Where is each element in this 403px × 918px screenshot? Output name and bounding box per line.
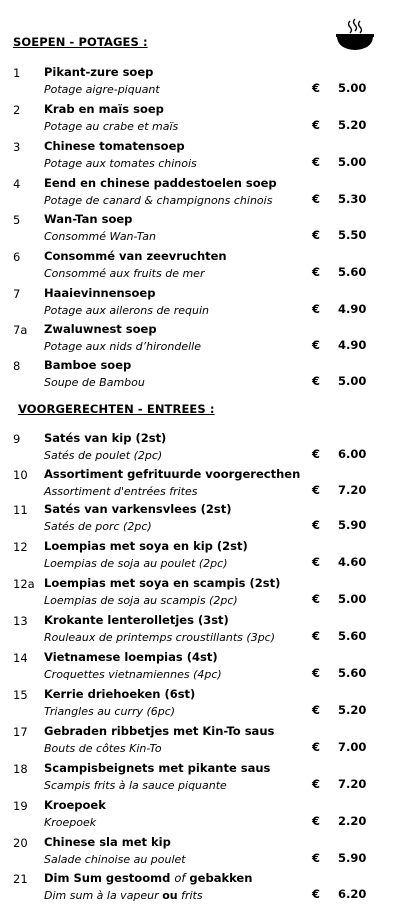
item-name-dutch: Dim Sum gestoomd of gebakken xyxy=(44,871,253,885)
menu-item xyxy=(0,175,403,209)
item-price: 5.00 xyxy=(338,155,367,169)
currency-symbol: € xyxy=(312,851,321,865)
currency-symbol: € xyxy=(312,555,321,569)
item-name-french: Bouts de côtes Kin-To xyxy=(44,742,162,755)
item-price: 4.90 xyxy=(338,302,367,316)
menu-item xyxy=(0,834,403,868)
item-number: 7a xyxy=(13,323,28,337)
item-name-dutch: Krokante lenterolletjes (3st) xyxy=(44,613,229,627)
menu-item xyxy=(0,321,403,355)
item-price: 5.60 xyxy=(338,629,367,643)
item-number: 21 xyxy=(13,872,28,886)
section-title-soups: SOEPEN - POTAGES : xyxy=(13,35,148,49)
menu-item xyxy=(0,430,403,464)
item-name-french: Potage de canard & champignons chinois xyxy=(44,194,273,207)
item-name-french: Potage aux ailerons de requin xyxy=(44,304,209,317)
menu-item xyxy=(0,538,403,572)
item-number: 20 xyxy=(13,836,28,850)
item-number: 13 xyxy=(13,614,28,628)
item-name-french: Scampis frits à la sauce piquante xyxy=(44,779,227,792)
item-name-dutch: Krab en maïs soep xyxy=(44,102,164,116)
item-number: 12 xyxy=(13,540,28,554)
menu-item xyxy=(0,870,403,904)
item-price: 2.20 xyxy=(338,814,367,828)
item-number: 6 xyxy=(13,250,21,264)
currency-symbol: € xyxy=(312,703,321,717)
currency-symbol: € xyxy=(312,374,321,388)
item-number: 11 xyxy=(13,503,28,517)
item-price: 5.20 xyxy=(338,703,367,717)
currency-symbol: € xyxy=(312,118,321,132)
item-number: 5 xyxy=(13,213,21,227)
item-name-dutch: Kerrie driehoeken (6st) xyxy=(44,687,196,701)
item-number: 4 xyxy=(13,177,21,191)
item-name-dutch: Bamboe soep xyxy=(44,358,132,372)
item-number: 19 xyxy=(13,799,28,813)
currency-symbol: € xyxy=(312,814,321,828)
item-name-french: Soupe de Bambou xyxy=(44,376,145,389)
item-price: 5.30 xyxy=(338,192,367,206)
currency-symbol: € xyxy=(312,666,321,680)
item-name-french: Kroepoek xyxy=(44,816,97,829)
currency-symbol: € xyxy=(312,228,321,242)
item-name-dutch: Zwaluwnest soep xyxy=(44,322,157,336)
currency-symbol: € xyxy=(312,740,321,754)
item-number: 8 xyxy=(13,359,21,373)
item-name-french: Consommé Wan-Tan xyxy=(44,230,156,243)
item-name-french: Assortiment d'entrées frites xyxy=(44,485,198,498)
item-name-french: Satés de poulet (2pc) xyxy=(44,449,163,462)
item-price: 6.20 xyxy=(338,887,367,901)
item-name-dutch: Eend en chinese paddestoelen soep xyxy=(44,176,277,190)
menu-item xyxy=(0,686,403,720)
item-name-french: Salade chinoise au poulet xyxy=(44,853,186,866)
menu-item xyxy=(0,649,403,683)
menu-item xyxy=(0,760,403,794)
item-price: 5.90 xyxy=(338,518,367,532)
item-price: 7.00 xyxy=(338,740,367,754)
item-name-dutch: Loempias met soya en kip (2st) xyxy=(44,539,248,553)
item-name-french: Loempias de soja au poulet (2pc) xyxy=(44,557,228,570)
currency-symbol: € xyxy=(312,338,321,352)
item-price: 5.20 xyxy=(338,118,367,132)
item-name-dutch: Haaievinnensoep xyxy=(44,286,156,300)
currency-symbol: € xyxy=(312,81,321,95)
item-name-french: Potage aigre-piquant xyxy=(44,83,160,96)
currency-symbol: € xyxy=(312,518,321,532)
item-number: 2 xyxy=(13,103,21,117)
currency-symbol: € xyxy=(312,483,321,497)
item-name-french: Consommé aux fruits de mer xyxy=(44,267,205,280)
item-name-french: Triangles au curry (6pc) xyxy=(44,705,176,718)
item-number: 7 xyxy=(13,287,21,301)
item-name-french: Dim sum à la vapeur ou frits xyxy=(44,889,203,902)
item-name-dutch: Chinese sla met kip xyxy=(44,835,171,849)
menu-item xyxy=(0,248,403,282)
item-price: 5.00 xyxy=(338,374,367,388)
item-number: 14 xyxy=(13,651,28,665)
item-name-french: Potage au crabe et maïs xyxy=(44,120,179,133)
menu-item xyxy=(0,797,403,831)
item-number: 12a xyxy=(13,577,35,591)
menu-item xyxy=(0,466,403,500)
item-name-dutch: Chinese tomatensoep xyxy=(44,139,185,153)
currency-symbol: € xyxy=(312,155,321,169)
item-price: 5.50 xyxy=(338,228,367,242)
item-name-french: Potage aux nids d’hirondelle xyxy=(44,340,201,353)
item-number: 10 xyxy=(13,468,28,482)
item-price: 5.60 xyxy=(338,265,367,279)
item-name-dutch: Gebraden ribbetjes met Kin-To saus xyxy=(44,724,275,738)
item-number: 9 xyxy=(13,432,21,446)
item-name-dutch: Satés van varkensvlees (2st) xyxy=(44,502,232,516)
currency-symbol: € xyxy=(312,777,321,791)
item-name-french: Rouleaux de printemps croustillants (3pc) xyxy=(44,631,276,644)
item-name-dutch: Vietnamese loempias (4st) xyxy=(44,650,218,664)
item-number: 18 xyxy=(13,762,28,776)
currency-symbol: € xyxy=(312,887,321,901)
currency-symbol: € xyxy=(312,302,321,316)
item-price: 5.00 xyxy=(338,592,367,606)
menu-item xyxy=(0,211,403,245)
item-name-french: Loempias de soja au scampis (2pc) xyxy=(44,594,238,607)
item-name-dutch: Assortiment gefrituurde voorgerecthen xyxy=(44,467,301,481)
item-price: 5.60 xyxy=(338,666,367,680)
menu-item xyxy=(0,357,403,391)
item-name-dutch: Satés van kip (2st) xyxy=(44,431,167,445)
item-name-dutch: Loempias met soya en scampis (2st) xyxy=(44,576,281,590)
item-name-french: Satés de porc (2pc) xyxy=(44,520,152,533)
section-title-starters: VOORGERECHTEN - ENTREES : xyxy=(18,402,215,416)
item-name-french: Croquettes vietnamiennes (4pc) xyxy=(44,668,222,681)
item-price: 4.90 xyxy=(338,338,367,352)
currency-symbol: € xyxy=(312,629,321,643)
currency-symbol: € xyxy=(312,447,321,461)
currency-symbol: € xyxy=(312,265,321,279)
item-name-dutch: Scampisbeignets met pikante saus xyxy=(44,761,271,775)
menu-item xyxy=(0,501,403,535)
item-price: 7.20 xyxy=(338,483,367,497)
menu-item xyxy=(0,723,403,757)
item-name-french: Potage aux tomates chinois xyxy=(44,157,197,170)
item-price: 5.00 xyxy=(338,81,367,95)
item-price: 4.60 xyxy=(338,555,367,569)
menu-item xyxy=(0,138,403,172)
menu-item xyxy=(0,101,403,135)
item-name-dutch: Wan-Tan soep xyxy=(44,212,133,226)
item-price: 6.00 xyxy=(338,447,367,461)
menu-item xyxy=(0,575,403,609)
item-price: 7.20 xyxy=(338,777,367,791)
item-number: 15 xyxy=(13,688,28,702)
item-name-dutch: Pikant-zure soep xyxy=(44,65,154,79)
item-name-dutch: Kroepoek xyxy=(44,798,106,812)
item-number: 1 xyxy=(13,66,21,80)
item-price: 5.90 xyxy=(338,851,367,865)
currency-symbol: € xyxy=(312,592,321,606)
currency-symbol: € xyxy=(312,192,321,206)
menu-item xyxy=(0,612,403,646)
menu-item xyxy=(0,64,403,98)
menu-item xyxy=(0,285,403,319)
item-number: 17 xyxy=(13,725,28,739)
item-name-dutch: Consommé van zeevruchten xyxy=(44,249,227,263)
item-number: 3 xyxy=(13,140,21,154)
soup-bowl-icon xyxy=(334,18,376,52)
